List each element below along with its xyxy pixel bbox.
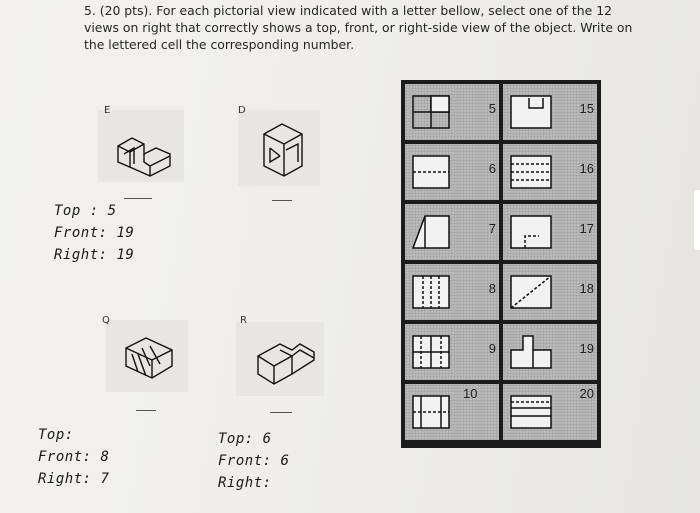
view-9-number: 9 (488, 340, 496, 356)
view-cell-8 (405, 264, 499, 320)
object-e-drawing (110, 124, 176, 178)
view-15-number: 15 (579, 100, 594, 116)
answer-r-front: Front: 6 (218, 453, 290, 469)
answer-q-right: Right: 7 (38, 471, 110, 487)
view-cell-9 (405, 324, 499, 380)
view-19-number: 19 (579, 340, 594, 356)
view-15-drawing (507, 90, 557, 134)
object-q-drawing (120, 326, 180, 390)
answer-r-right: Right: (218, 475, 272, 491)
blank-line-r (270, 412, 292, 413)
blank-line-e (124, 198, 152, 199)
pictorial-r-letter: R (240, 315, 247, 326)
view-16-number: 16 (579, 160, 594, 176)
view-cell-7 (405, 204, 499, 260)
view-19-drawing (507, 330, 557, 374)
view-7-drawing (409, 210, 455, 254)
object-r-drawing (252, 330, 320, 390)
answers-q (38, 424, 109, 490)
answers-e (54, 200, 134, 266)
answer-e-front: Front: 19 (54, 225, 135, 241)
view-cell-5 (405, 84, 499, 140)
view-10-number: 10 (463, 386, 478, 401)
view-8-number: 8 (488, 280, 496, 296)
view-cell-20 (503, 384, 597, 440)
view-20-drawing (507, 390, 557, 434)
view-cell-18 (503, 264, 597, 320)
pictorial-r (236, 312, 326, 396)
view-cell-17 (503, 204, 597, 260)
view-cell-10 (405, 384, 499, 440)
pictorial-q (98, 312, 188, 392)
pictorial-d (238, 102, 322, 186)
view-cell-15 (503, 84, 597, 140)
page-edge (694, 190, 700, 250)
question-text: 5. (20 pts). For each pictorial view indicated with a letter bellow, select one of the 12 views on right that correctly shows a top, front, or right-side view of the object. Write on the lettered cell the corresponding number. (84, 3, 633, 52)
pictorial-e-letter: E (104, 105, 111, 116)
view-16-drawing (507, 150, 557, 194)
answer-e-right: Right: 19 (54, 247, 135, 263)
view-10-drawing (409, 390, 455, 434)
view-6-drawing (409, 150, 455, 194)
answer-e-top: Top : 5 (54, 203, 117, 219)
view-cell-19 (503, 324, 597, 380)
view-6-number: 6 (488, 160, 496, 176)
view-5-number: 5 (488, 100, 496, 116)
blank-line-d (272, 200, 292, 201)
answer-q-front: Front: 8 (38, 449, 110, 465)
view-cell-6 (405, 144, 499, 200)
view-5-drawing (409, 90, 455, 134)
pictorial-d-letter: D (238, 105, 246, 116)
blank-line-q (136, 410, 156, 411)
view-7-number: 7 (488, 220, 496, 236)
answers-r (218, 428, 289, 494)
view-18-drawing (507, 270, 557, 314)
view-cell-16 (503, 144, 597, 200)
views-grid (401, 80, 601, 448)
view-17-number: 17 (579, 220, 594, 236)
view-9-drawing (409, 330, 455, 374)
view-8-drawing (409, 270, 455, 314)
pictorial-e (96, 102, 186, 182)
object-d-drawing (256, 116, 310, 182)
answer-q-top: Top: (38, 427, 74, 443)
view-18-number: 18 (579, 280, 594, 296)
answer-r-top: Top: 6 (218, 431, 272, 447)
pictorial-q-letter: Q (102, 315, 110, 326)
view-17-drawing (507, 210, 557, 254)
view-20-number: 20 (579, 386, 594, 401)
